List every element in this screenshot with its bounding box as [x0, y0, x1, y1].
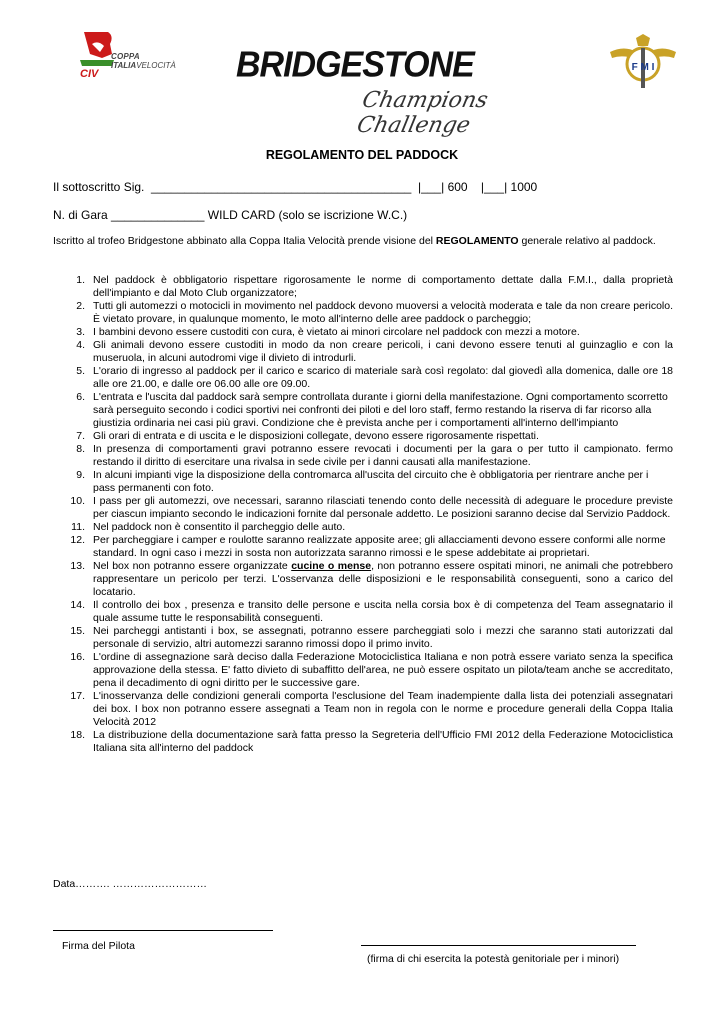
- rule-text: Tutti gli automezzi o motocicli in movimento nel paddock devono muoversi a velocità moderata e tale da non creare pericolo. È vietato provare, in qualunque momento, le moto all'interno delle aree paddock o parcheggio;: [93, 300, 673, 325]
- rule-item: [53, 625, 673, 651]
- rule-number: 10.: [70, 495, 85, 507]
- rule-number: 2.: [76, 300, 85, 312]
- pilot-signature-line: [53, 930, 273, 931]
- rules-list: [53, 274, 673, 755]
- bridgestone-logo: [232, 44, 542, 138]
- rule-item: [53, 651, 673, 690]
- rule-number: 14.: [70, 599, 85, 611]
- rule-number: 9.: [76, 469, 85, 481]
- rule-number: 11.: [71, 521, 85, 533]
- rule-text: L'orario di ingresso al paddock per il carico e scarico di materiale sarà così regolato: dal giovedì alla domenica, dalle ore 18 alle ore 21.00, e dalle ore 06.00 alle ore 09.00.: [93, 365, 673, 390]
- rule-item: [53, 469, 673, 495]
- rule-text: Nel paddock è obbligatorio rispettare rigorosamente le norme di comportamento dettate dalla F.M.I., dalla proprietà dell'impianto e dal Moto Club organizzatore;: [93, 274, 673, 299]
- race-number-line: N. di Gara ______________ WILD CARD (solo se iscrizione W.C.): [53, 208, 408, 222]
- rule-item: [53, 391, 673, 430]
- rule-number: 1.: [76, 274, 85, 286]
- rule-number: 3.: [76, 326, 85, 338]
- civ-line2: ITALIAVELOCITÀ: [111, 61, 176, 70]
- rule-item: [53, 534, 673, 560]
- rule-text: Per parcheggiare i camper e roulotte saranno realizzate apposite aree; gli allacciamenti devono essere conformi alle norme standard. In ogni caso i mezzi in sosta non autorizzata saranno rimossi e le spese addebitate ai proprietari.: [93, 534, 666, 559]
- rule-item: [53, 599, 673, 625]
- civ-mark: CIV: [80, 68, 99, 80]
- rule-number: 15.: [70, 625, 85, 637]
- rule-number: 12.: [70, 534, 85, 546]
- champions-challenge-script: Champions Challenge: [354, 88, 491, 138]
- rule-number: 13.: [70, 560, 85, 572]
- rule-number: 4.: [76, 339, 85, 351]
- rule-text: Gli animali devono essere custoditi in modo da non creare pericoli, i cani devono essere tenuti al guinzaglio e con la museruola, in alcuni autodromi vige il divieto di introdurli.: [93, 339, 673, 364]
- rule-number: 17.: [70, 690, 85, 702]
- rule-text: L'ordine di assegnazione sarà deciso dalla Federazione Motociclistica Italiana e non potrà essere variato senza la specifica approvazione della stessa. E' fatto divieto di subaffitto dell'area, ne può essere ospitato un pilota/team anche se accreditato, pena il decadimento di ogni diritto per le successive gare.: [93, 651, 673, 689]
- rule-item: [53, 729, 673, 755]
- rule-text: L'entrata e l'uscita dal paddock sarà sempre controllata durante i giorni della manifestazione. Ogni comportamento scorretto sarà perseguito secondo i codici sportivi nei confronti dei piloti e del loro staff, fermo restando la riserva di far ricorso alla giustizia ordinaria nei casi più gravi. Condizione che è prevista anche per i comportamenti all'interno dell'impianto: [93, 391, 668, 429]
- rule-text: Nei parcheggi antistanti i box, se assegnati, potranno essere parcheggiati solo i mezzi che saranno stati autorizzati dal personale di servizio, altri automezzi saranno rimossi dopo il primo invito.: [93, 625, 673, 650]
- rule-text: Gli orari di entrata e di uscita e le disposizioni collegate, devono essere rigorosamente rispettati.: [93, 430, 539, 442]
- intro-paragraph: Iscritto al trofeo Bridgestone abbinato alla Coppa Italia Velocità prende visione del REGOLAMENTO generale relativo al paddock.: [53, 235, 656, 247]
- fmi-emblem-icon: [608, 34, 678, 92]
- rule-text: L'inosservanza delle condizioni generali comporta l'esclusione del Team inadempiente dalla lista dei potenziali assegnatari dei box. I box non potranno essere assegnati a Team non in regola con le norme e procedure generali della Coppa Italia Velocità 2012: [93, 690, 673, 728]
- rule-number: 7.: [76, 430, 85, 442]
- bridgestone-wordmark: BRIDGESTONE: [236, 45, 474, 85]
- rule-text: Nel paddock non è consentito il parcheggio delle auto.: [93, 521, 346, 533]
- rule-item: [53, 339, 673, 365]
- rule-text: La distribuzione della documentazione sarà fatta presso la Segreteria dell'Ufficio FMI 2012 della Federazione Motociclistica Italiana sita all'interno del paddock: [93, 729, 673, 754]
- rule-number: 16.: [70, 651, 85, 663]
- rule-item: [53, 430, 673, 443]
- rule-item: [53, 560, 673, 599]
- fmi-logo: [608, 34, 678, 92]
- rule-item: [53, 495, 673, 521]
- rule-text: In presenza di comportamenti gravi potranno essere revocati i documenti per la gara o per tutto il campionato. fermo restando il diritto di esercitare una rivalsa in sede civile per i danni causati alla manifestazione.: [93, 443, 673, 468]
- rule-number: 8.: [76, 443, 85, 455]
- page-title: REGOLAMENTO DEL PADDOCK: [265, 148, 459, 162]
- rule-item: [53, 443, 673, 469]
- guardian-signature-line: [361, 945, 636, 946]
- rule-text: I pass per gli automezzi, ove necessari, saranno rilasciati tenendo conto delle necessità di adeguare le procedure previste per ciascun impianto secondo le indicazioni fornite dal personale addetto. Le posizioni saranno decise dal Servizio Paddock.: [93, 495, 673, 520]
- civ-logo: [78, 30, 178, 82]
- rule-item: [53, 521, 673, 534]
- rule-text: Il controllo dei box , presenza e transito delle persone e uscita nella corsia box è di competenza del Team assegnatario il quale assume tutte le responsabilità conseguenti.: [93, 599, 673, 624]
- rule-item: [53, 300, 673, 326]
- signatory-line: Il sottoscritto Sig. _______________________________________ |___| 600 |___| 1000: [53, 180, 538, 194]
- rule-item: [53, 690, 673, 729]
- civ-line1: COPPA: [111, 52, 140, 61]
- svg-text:F M I: F M I: [631, 62, 655, 73]
- rule-item: [53, 274, 673, 300]
- rule-number: 18.: [70, 729, 85, 741]
- rule-number: 5.: [76, 365, 85, 377]
- underlined-phrase: cucine o mense: [291, 560, 372, 572]
- rule-item: [53, 365, 673, 391]
- rule-text: Nel box non potranno essere organizzate cucine o mense, non potranno essere ospitati minori, ne animali che potrebbero rappresentare un pericolo per terzi. L'osservanza delle disposizioni e le responsabilità conseguenti, sono a carico del locatario.: [93, 560, 674, 598]
- rule-text: I bambini devono essere custoditi con cura, è vietato ai minori circolare nel paddock con mezzi a motore.: [93, 326, 580, 338]
- pilot-signature-label: Firma del Pilota: [62, 940, 135, 952]
- rule-text: In alcuni impianti vige la disposizione della contromarca all'uscita del circuito che è obbligatoria per rientrare anche per i pass permanenti con foto.: [93, 469, 649, 494]
- rule-item: [53, 326, 673, 339]
- date-line: Data………. ………………………: [53, 878, 208, 890]
- rule-number: 6.: [76, 391, 85, 403]
- guardian-signature-label: (firma di chi esercita la potestà genitoriale per i minori): [367, 953, 620, 965]
